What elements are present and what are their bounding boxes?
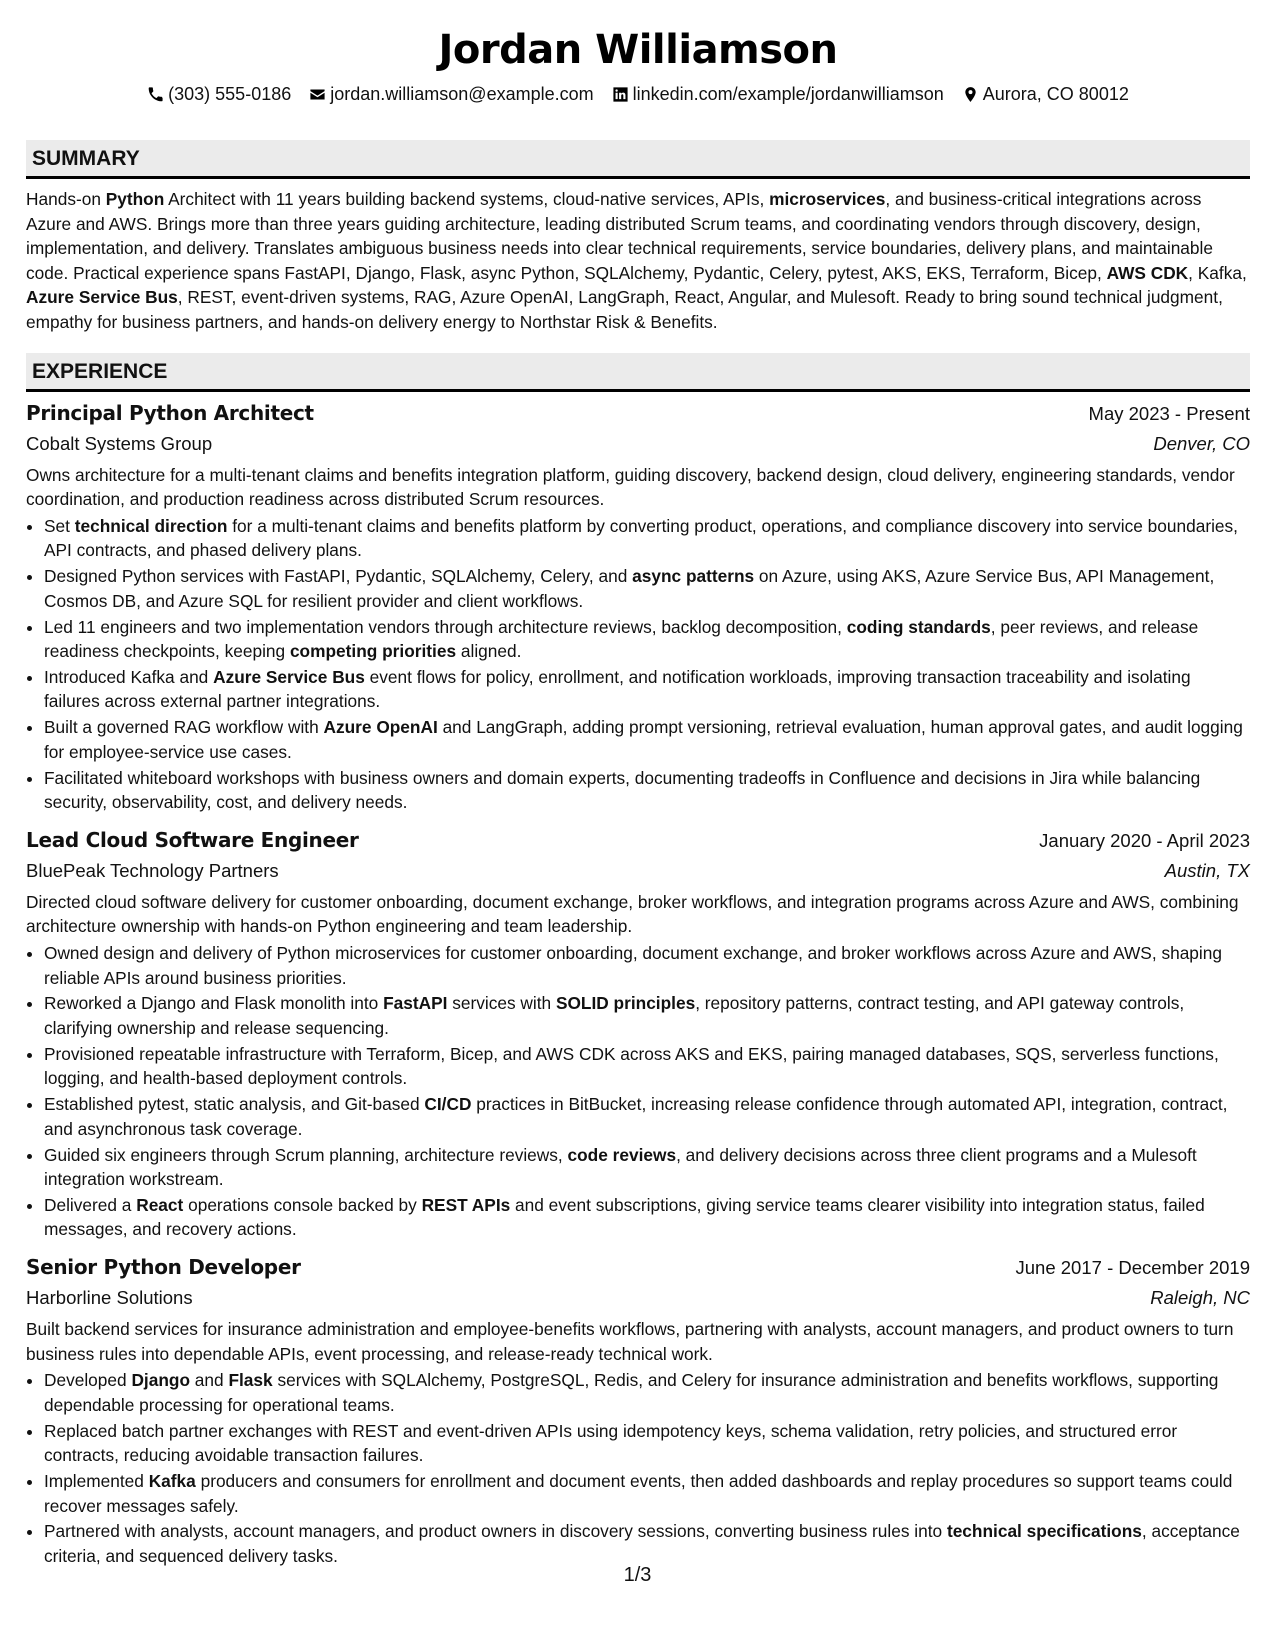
map-pin-icon bbox=[962, 86, 979, 103]
keyword-highlight: async patterns bbox=[632, 566, 755, 587]
job-entry bbox=[26, 398, 1250, 815]
experience-heading: EXPERIENCE bbox=[26, 353, 1250, 392]
keyword-highlight: technical specifications bbox=[946, 1521, 1142, 1542]
contact-linkedin[interactable] bbox=[612, 82, 944, 106]
bullet-item: • Introduced Kafka and Azure Service Bus event flows for policy, enrollment, and notification workloads, improving transaction traceability and isolating failures across external partner integrations. bbox=[44, 665, 1250, 714]
job-subheader bbox=[26, 1283, 1250, 1313]
page-number: 1/3 bbox=[623, 1564, 652, 1586]
envelope-icon bbox=[309, 86, 326, 103]
linkedin-text[interactable]: linkedin.com/example/jordanwilliamson bbox=[632, 84, 944, 104]
keyword-highlight: Flask bbox=[228, 1370, 273, 1391]
bullet-item: • Built a governed RAG workflow with Azure OpenAI and LangGraph, adding prompt versioning, retrieval evaluation, human approval gates, and audit logging for employee-service use cases. bbox=[44, 715, 1250, 764]
keyword-highlight: Azure Service Bus bbox=[213, 666, 365, 687]
location-text: Aurora, CO 80012 bbox=[982, 84, 1129, 104]
bullet-item: • Led 11 engineers and two implementation vendors through architecture reviews, backlog decomposition, coding standards, peer reviews, and release readiness checkpoints, keeping competing priorities aligned. bbox=[44, 615, 1250, 664]
keyword-highlight: coding standards bbox=[846, 616, 991, 637]
job-location: Austin, TX bbox=[1164, 859, 1250, 881]
keyword-highlight: Azure OpenAI bbox=[323, 717, 438, 738]
summary-text: Hands-on Python Architect with 11 years building backend systems, cloud-native services, APIs, microservices, and business-critical integrations across Azure and AWS. Brings more than three years guiding architecture, leading distributed Scrum teams, and coordinating vendors through discovery, design, implementation, and delivery. Translates ambiguous business needs into clear technical requirements, service boundaries, delivery plans, and maintainable code. Practical experience spans FastAPI, Django, Flask, async Python, SQLAlchemy, Pydantic, Celery, pytest, AKS, EKS, Terraform, Bicep, AWS CDK, Kafka, Azure Service Bus, REST, event-driven systems, RAG, Azure OpenAI, LangGraph, React, Angular, and Mulesoft. Ready to bring sound technical judgment, empathy for business partners, and hands-on delivery energy to Northstar Risk & Benefits. bbox=[26, 189, 1247, 332]
job-entry bbox=[26, 825, 1250, 1242]
keyword-highlight: REST APIs bbox=[421, 1194, 511, 1215]
bullet-item: • Developed Django and Flask services with SQLAlchemy, PostgreSQL, Redis, and Celery for insurance administration and benefits workflows, supporting dependable processing for operational teams. bbox=[44, 1368, 1250, 1417]
keyword-highlight: SOLID principles bbox=[555, 993, 696, 1014]
job-title: Lead Cloud Software Engineer bbox=[26, 827, 359, 852]
bullet-item: • Owned design and delivery of Python microservices for customer onboarding, document exchange, and broker workflows across Azure and AWS, shaping reliable APIs around business priorities. bbox=[44, 941, 1250, 990]
job-bullets bbox=[26, 941, 1250, 1242]
job-description: Built backend services for insurance administration and employee-benefits workflows, partnering with analysts, account managers, and product owners to turn business rules into dependable APIs, event processing, and release-ready technical work. bbox=[26, 1319, 1234, 1364]
keyword-highlight: code reviews bbox=[567, 1144, 677, 1165]
job-subheader bbox=[26, 856, 1250, 886]
job-location: Raleigh, NC bbox=[1150, 1287, 1250, 1309]
job-dates: June 2017 - December 2019 bbox=[1015, 1257, 1250, 1279]
bullet-item: • Established pytest, static analysis, and Git-based CI/CD practices in BitBucket, increasing release confidence through automated API, integration, contract, and asynchronous task coverage. bbox=[44, 1092, 1250, 1141]
job-subheader bbox=[26, 429, 1250, 459]
contact-email[interactable] bbox=[309, 82, 593, 106]
job-title: Principal Python Architect bbox=[26, 400, 314, 425]
keyword-highlight: microservices bbox=[769, 189, 886, 209]
keyword-highlight: CI/CD bbox=[424, 1094, 472, 1115]
job-description: Owns architecture for a multi-tenant claims and benefits integration platform, guiding discovery, backend design, cloud delivery, engineering standards, vendor coordination, and production readiness across distributed Scrum resources. bbox=[26, 464, 1235, 510]
job-entry bbox=[26, 1252, 1250, 1569]
job-description: Directed cloud software delivery for customer onboarding, document exchange, broker workflows, and integration programs across Azure and AWS, combining architecture ownership with hands-on Python engineering and team leadership. bbox=[26, 891, 1239, 937]
bullet-item: • Set technical direction for a multi-tenant claims and benefits platform by converting product, operations, and compliance discovery into service boundaries, API contracts, and phased delivery plans. bbox=[44, 514, 1250, 563]
job-bullets bbox=[26, 1368, 1250, 1568]
bullet-item: • Replaced batch partner exchanges with REST and event-driven APIs using idempotency keys, schema validation, retry policies, and structured error contracts, reducing avoidable transaction failures. bbox=[44, 1419, 1250, 1468]
phone-text: (303) 555-0186 bbox=[168, 84, 292, 104]
job-company: Cobalt Systems Group bbox=[26, 432, 213, 454]
job-company: BluePeak Technology Partners bbox=[26, 859, 279, 881]
job-dates: January 2020 - April 2023 bbox=[1039, 829, 1250, 851]
contact-phone bbox=[147, 82, 291, 106]
bullet-item: • Provisioned repeatable infrastructure with Terraform, Bicep, and AWS CDK across AKS and EKS, pairing managed databases, SQS, serverless functions, logging, and health-based deployment controls. bbox=[44, 1042, 1250, 1091]
phone-icon bbox=[147, 86, 164, 103]
candidate-name: Jordan Williamson bbox=[438, 27, 838, 73]
keyword-highlight: technical direction bbox=[74, 515, 228, 536]
bullet-item: • Guided six engineers through Scrum planning, architecture reviews, code reviews, and delivery decisions across three client programs and a Mulesoft integration workstream. bbox=[44, 1143, 1250, 1192]
linkedin-icon bbox=[612, 86, 629, 103]
bullet-item: • Delivered a React operations console backed by REST APIs and event subscriptions, giving service teams clearer visibility into integration status, failed messages, and recovery actions. bbox=[44, 1193, 1250, 1242]
summary-heading: SUMMARY bbox=[26, 140, 1250, 179]
bullet-item: • Facilitated whiteboard workshops with business owners and domain experts, documenting tradeoffs in Confluence and decisions in Jira while balancing security, observability, cost, and delivery needs. bbox=[44, 766, 1250, 815]
keyword-highlight: Kafka bbox=[148, 1471, 196, 1491]
keyword-highlight: Python bbox=[105, 189, 165, 209]
job-header bbox=[26, 398, 1250, 429]
contact-location bbox=[962, 82, 1129, 106]
bullet-item: • Partnered with analysts, account managers, and product owners in discovery sessions, converting business rules into technical specifications, acceptance criteria, and sequenced delivery tasks. bbox=[44, 1519, 1250, 1568]
keyword-highlight: AWS CDK bbox=[1106, 262, 1189, 283]
job-company: Harborline Solutions bbox=[26, 1287, 193, 1309]
job-dates: May 2023 - Present bbox=[1088, 402, 1250, 424]
job-title: Senior Python Developer bbox=[26, 1255, 301, 1280]
bullet-item: • Implemented Kafka producers and consumers for enrollment and document events, then added dashboards and replay procedures so support teams could recover messages safely. bbox=[44, 1469, 1250, 1518]
keyword-highlight: FastAPI bbox=[383, 993, 448, 1014]
keyword-highlight: Azure Service Bus bbox=[26, 287, 178, 308]
keyword-highlight: React bbox=[136, 1194, 184, 1215]
resume-page bbox=[26, 0, 1250, 1570]
job-header bbox=[26, 825, 1250, 856]
bullet-item: • Reworked a Django and Flask monolith into FastAPI services with SOLID principles, repository patterns, contract testing, and API gateway controls, clarifying ownership and release sequencing. bbox=[44, 991, 1250, 1040]
keyword-highlight: competing priorities bbox=[289, 641, 457, 662]
job-header bbox=[26, 1252, 1250, 1283]
job-location: Denver, CO bbox=[1153, 432, 1250, 454]
contact-bar bbox=[26, 82, 1250, 106]
experience-list bbox=[26, 398, 1250, 1569]
email-text[interactable]: jordan.williamson@example.com bbox=[330, 84, 594, 104]
keyword-highlight: Django bbox=[131, 1370, 190, 1391]
bullet-item: • Designed Python services with FastAPI, Pydantic, SQLAlchemy, Celery, and async patterns on Azure, using AKS, Azure Service Bus, API Management, Cosmos DB, and Azure SQL for resilient provider and client workflows. bbox=[44, 564, 1250, 613]
job-bullets bbox=[26, 514, 1250, 815]
